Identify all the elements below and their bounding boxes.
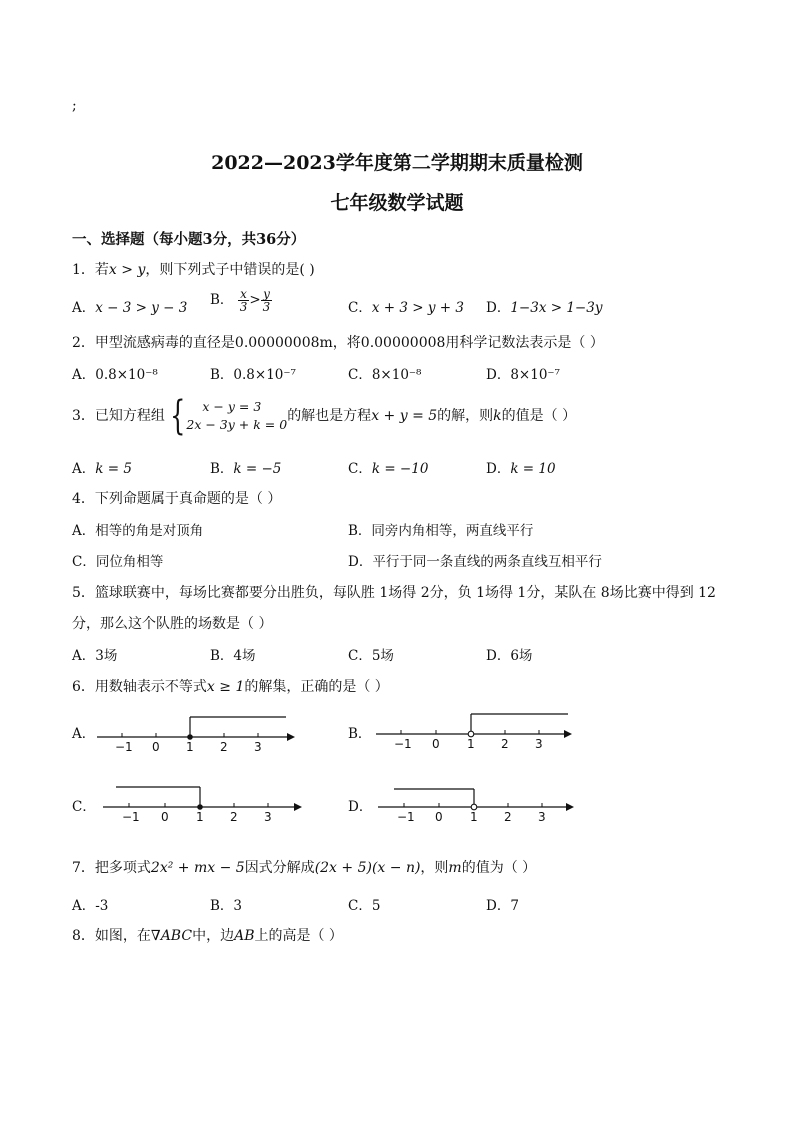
tick-label: 2 — [220, 740, 228, 754]
exam-title: 2022—2023学年度第二学期期末质量检测 — [211, 152, 583, 174]
question-2: 2．甲型流感病毒的直径是0.00000008m，将0.00000008用科学记数法表示是（ ） — [72, 335, 604, 351]
tick-label: 0 — [152, 740, 160, 754]
q8-middle: 中，边 — [192, 928, 235, 944]
q8-suffix: 上的高是（ ） — [254, 928, 343, 944]
number-line-c[interactable] — [103, 787, 302, 824]
option-text: k = −10 — [371, 461, 429, 477]
q7-prefix: 7．把多项式 — [72, 860, 151, 876]
q4-option-c[interactable]: C．同位角相等 — [72, 554, 164, 570]
option-text: k = −5 — [233, 461, 282, 477]
q6-suffix: 的解集，正确的是（ ） — [244, 679, 389, 695]
tick-label: 3 — [538, 810, 546, 824]
q7-option-c[interactable]: C．5 — [348, 898, 381, 914]
number-line-a[interactable] — [97, 717, 295, 754]
option-label: D． — [486, 367, 511, 383]
q5-option-b[interactable]: B．4场 — [210, 648, 256, 664]
q6-prefix: 6．用数轴表示不等式 — [72, 679, 207, 695]
question-8 — [72, 925, 343, 945]
fraction-left: $\frac{x}{3}$ — [239, 287, 248, 314]
question-4: 4．下列命题属于真命题的是（ ） — [72, 491, 282, 507]
filled-dot-icon — [187, 734, 193, 740]
equation-1: x − y = 3 — [202, 399, 262, 414]
q6-inequality: x ≥ 1 — [206, 679, 245, 695]
tick-label: 3 — [264, 810, 272, 824]
tick-label: 2 — [501, 737, 509, 751]
q7-factorization: (2x + 5)(x − n) — [314, 860, 421, 876]
q7-option-b[interactable]: B．3 — [210, 898, 243, 914]
equation-2: 2x − 3y + k = 0 — [186, 417, 288, 432]
tick-label: 1 — [196, 810, 204, 824]
option-label: B． — [210, 367, 234, 383]
tick-label: 0 — [161, 810, 169, 824]
option-text: 8×10⁻⁷ — [510, 367, 560, 383]
q7-middle2: ，则 — [420, 860, 449, 876]
question-5-line1: 5．篮球联赛中，每场比赛都要分出胜负，每队胜 1场得 2分，负 1场得 1分，某队在 8场比赛中得到 12 — [72, 585, 716, 601]
q7-polynomial: 2x² + mx − 5 — [150, 860, 245, 876]
number-line-d[interactable] — [378, 789, 574, 824]
q3-suffix: 的值是（ ） — [501, 408, 577, 424]
q7-option-d[interactable]: D．7 — [486, 898, 519, 914]
q7-middle: 因式分解成 — [244, 860, 315, 876]
tick-label: 3 — [535, 737, 543, 751]
open-dot-icon — [471, 804, 477, 810]
fraction-right: $\frac{y}{3}$ — [262, 287, 271, 314]
option-label: D． — [486, 461, 511, 477]
tick-label: −1 — [394, 737, 412, 751]
option-text: 1−3x > 1−3y — [510, 300, 603, 316]
option-label: A． — [72, 461, 96, 477]
tick-label: −1 — [397, 810, 415, 824]
q8-prefix: 8．如图，在 — [72, 928, 151, 944]
q1-prefix: 1．若 — [72, 262, 109, 278]
gt-sign: > — [249, 292, 261, 308]
brace-icon: { — [170, 393, 186, 439]
q8-triangle: ∇ABC — [150, 928, 193, 944]
tick-label: 3 — [254, 740, 262, 754]
stray-mark: ; — [72, 98, 77, 114]
tick-label: −1 — [122, 810, 140, 824]
option-label: A． — [72, 367, 96, 383]
option-text: 0.8×10⁻⁷ — [233, 367, 296, 383]
tick-label: 2 — [230, 810, 238, 824]
q5-option-c[interactable]: C．5场 — [348, 648, 394, 664]
option-label: C． — [348, 300, 372, 316]
tick-label: 1 — [467, 737, 475, 751]
q8-side: AB — [234, 928, 255, 944]
option-text: 0.8×10⁻⁸ — [95, 367, 158, 383]
q7-variable: m — [448, 860, 462, 876]
q4-option-b[interactable]: B．同旁内角相等，两直线平行 — [348, 523, 534, 539]
tick-label: 0 — [435, 810, 443, 824]
option-text: x − 3 > y − 3 — [95, 300, 188, 316]
q3-variable: k — [493, 408, 502, 424]
q4-option-a[interactable]: A．相等的角是对顶角 — [72, 523, 204, 539]
option-text: 8×10⁻⁸ — [371, 367, 422, 383]
exam-subtitle: 七年级数学试题 — [330, 192, 464, 214]
option-text: k = 10 — [510, 461, 556, 477]
option-label: C． — [348, 461, 372, 477]
q4-option-d[interactable]: D．平行于同一条直线的两条直线互相平行 — [348, 554, 602, 570]
filled-dot-icon — [197, 804, 203, 810]
option-label: B． — [210, 292, 234, 308]
q1-condition: x > y — [108, 262, 146, 278]
tick-label: −1 — [115, 740, 133, 754]
tick-label: 1 — [470, 810, 478, 824]
q3-middle: 的解也是方程 — [287, 408, 372, 424]
question-7 — [72, 857, 536, 877]
q6-option-a-label[interactable]: A． — [72, 726, 96, 742]
q7-option-a[interactable]: A．-3 — [72, 898, 109, 914]
q6-option-b-label[interactable]: B． — [348, 726, 372, 742]
q6-option-c-label[interactable]: C． — [72, 799, 96, 815]
equation-3: x + y = 5 — [371, 408, 438, 424]
option-text: k = 5 — [95, 461, 132, 477]
option-label: B． — [210, 461, 234, 477]
option-text: x + 3 > y + 3 — [371, 300, 464, 316]
q5-option-d[interactable]: D．6场 — [486, 648, 533, 664]
q3-prefix: 3．已知方程组 — [72, 408, 165, 424]
q1-suffix: ，则下列式子中错误的是( ) — [145, 262, 315, 278]
question-5-line2: 分，那么这个队胜的场数是（ ） — [72, 616, 273, 632]
q3-middle2: 的解，则 — [437, 408, 494, 424]
tick-label: 1 — [186, 740, 194, 754]
open-dot-icon — [468, 731, 474, 737]
option-label: A． — [72, 300, 96, 316]
number-line-b[interactable] — [376, 714, 572, 751]
option-label: D． — [486, 300, 511, 316]
q6-option-d-label[interactable]: D． — [348, 799, 373, 815]
tick-label: 2 — [504, 810, 512, 824]
section-heading: 一、选择题（每小题3分，共36分） — [72, 231, 306, 248]
option-label: C． — [348, 367, 372, 383]
q7-suffix: 的值为（ ） — [461, 860, 537, 876]
q5-option-a[interactable]: A．3场 — [72, 648, 118, 664]
tick-label: 0 — [432, 737, 440, 751]
